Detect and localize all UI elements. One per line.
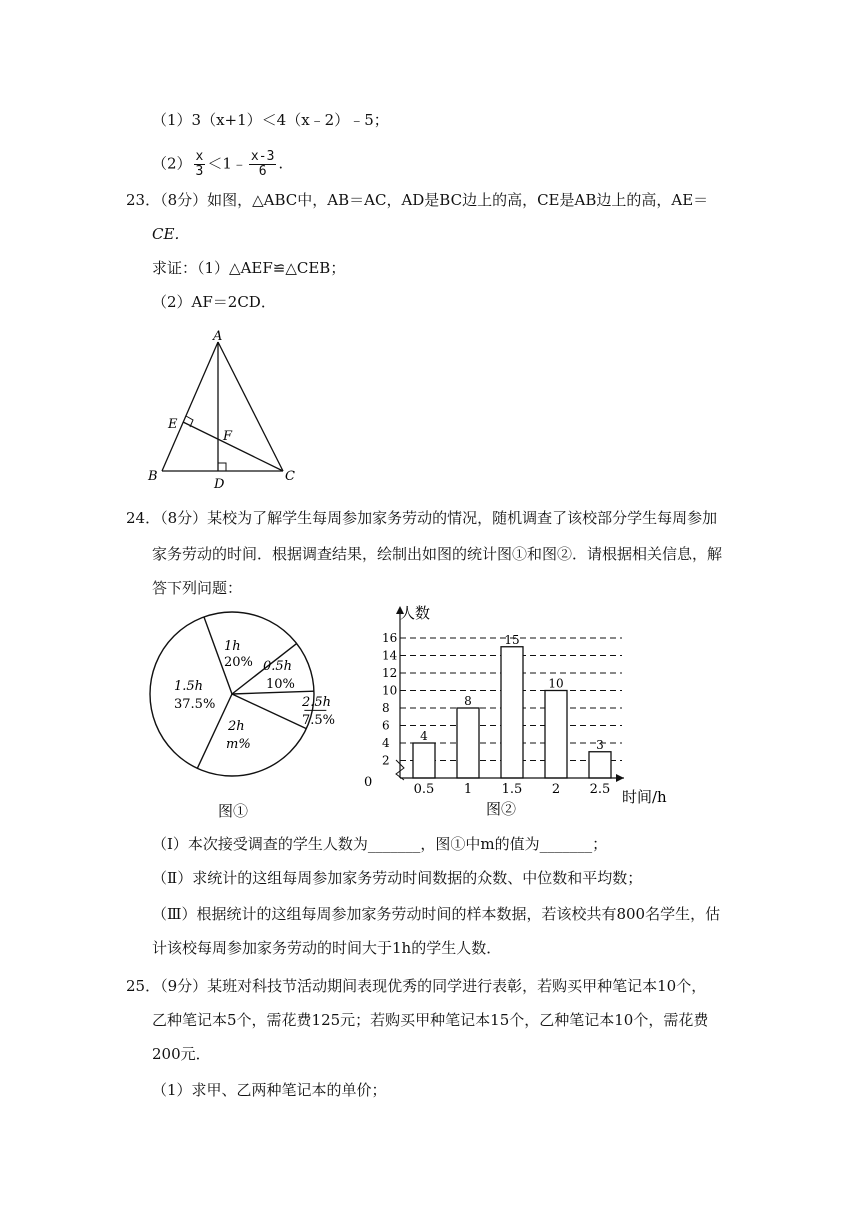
q24-line1: 24．（8分）某校为了解学生每周参加家务劳动的情况，随机调查了该校部分学生每周参加 xyxy=(126,509,718,527)
q24-sub2: （Ⅱ）求统计的这组每周参加家务劳动时间数据的众数、中位数和平均数； xyxy=(152,869,643,887)
y-tick-10: 10 xyxy=(382,683,398,698)
q25-line1: 25．（9分）某班对科技节活动期间表现优秀的同学进行表彰，若购买甲种笔记本10个， xyxy=(126,977,707,995)
y-tick-12: 12 xyxy=(382,666,398,680)
y-tick-14: 14 xyxy=(382,648,398,663)
q22-item2-end: . xyxy=(278,154,284,173)
x-tick-2-5: 2.5 xyxy=(589,782,611,797)
y-tick-6: 6 xyxy=(382,718,390,733)
x-axis-arrow xyxy=(616,774,624,782)
fraction-x-over-3: $\frac{x}{3}$ xyxy=(195,149,204,179)
q22-item2 xyxy=(152,150,283,179)
label-E: E xyxy=(168,417,178,432)
triangle-figure xyxy=(140,328,300,490)
pie-chart xyxy=(140,606,350,822)
bar-marks xyxy=(413,633,611,778)
y-tick-16: 16 xyxy=(382,631,398,645)
q24-sub3: （Ⅲ）根据统计的这组每周参加家务劳动时间的样本数据，若该校共有800名学生，估 xyxy=(152,905,721,923)
bar-ylabel: 人数 xyxy=(400,604,431,622)
q24-line2: 家务劳动的时间．根据调查结果，绘制出如图的统计图①和图②．请根据相关信息，解 xyxy=(152,545,723,563)
q22-item2-prefix: （2） xyxy=(152,154,192,173)
q25-line4: （1）求甲、乙两种笔记本的单价； xyxy=(152,1081,387,1099)
pie-pct-2-5h: 7.5% xyxy=(302,713,336,728)
q24-sub4: 计该校每周参加家务劳动的时间大于1h的学生人数． xyxy=(152,939,502,957)
bar-value-2: 10 xyxy=(548,676,564,691)
pie-pct-1-5h: 37.5% xyxy=(174,697,216,712)
pie-pct-1h: 20% xyxy=(224,655,253,670)
q22-item2-mid: ＜1﹣ xyxy=(207,154,247,173)
bar-1 xyxy=(457,708,479,778)
q24-line3: 答下列问题： xyxy=(152,579,243,597)
bar-1-5 xyxy=(501,647,523,778)
y-tick-4: 4 xyxy=(382,736,390,750)
bar-chart xyxy=(360,602,680,824)
q23-line3: 求证：（1）△AEF≌△CEB； xyxy=(152,259,346,277)
label-F: F xyxy=(223,429,233,444)
q24-sub1: （Ⅰ）本次接受调查的学生人数为_______，图①中m的值为_______； xyxy=(152,835,608,853)
bar-0-5 xyxy=(413,743,435,778)
pie-caption: 图① xyxy=(218,802,249,820)
bar-value-1-5: 15 xyxy=(504,632,520,647)
x-tick-0-5: 0.5 xyxy=(413,782,435,797)
pie-pct-2h: m% xyxy=(226,737,251,752)
pie-label-1h: 1h xyxy=(224,639,241,654)
q23-line4: （2）AF＝2CD． xyxy=(152,293,276,311)
x-tick-1: 1 xyxy=(463,782,473,797)
label-D: D xyxy=(214,477,225,490)
q25-line2: 乙种笔记本5个，需花费125元；若购买甲种笔记本15个，乙种笔记本10个，需花费 xyxy=(152,1011,709,1029)
x-tick-2: 2 xyxy=(551,782,561,797)
pie-labels xyxy=(174,639,335,752)
q23-line1: 23．（8分）如图，△ABC中，AB＝AC，AD是BC边上的高，CE是AB边上的高，AE＝ xyxy=(126,191,709,209)
q25-line3: 200元． xyxy=(152,1045,211,1063)
pie-label-2-5h: 2.5h xyxy=(302,695,332,710)
label-C: C xyxy=(285,469,295,484)
pie-label-1-5h: 1.5h xyxy=(174,679,204,694)
bar-value-1: 8 xyxy=(464,694,472,708)
q23-line2: CE． xyxy=(152,225,190,243)
fraction-x-3-over-6: $\frac{x-3}{6}$ xyxy=(250,149,275,179)
bar-2 xyxy=(545,691,567,779)
y-tick-2: 2 xyxy=(382,753,390,768)
y-tick-8: 8 xyxy=(382,701,390,715)
label-A: A xyxy=(213,329,223,344)
bar-xlabel: 时间/h xyxy=(622,788,667,806)
pie-label-2h: 2h xyxy=(228,719,245,734)
bar-value-2-5: 3 xyxy=(596,737,604,752)
bar-origin: 0 xyxy=(364,775,373,790)
bar-caption: 图② xyxy=(486,800,517,818)
bar-2-5 xyxy=(589,752,611,778)
pie-label-0-5h: 0.5h xyxy=(263,659,293,674)
label-B: B xyxy=(148,469,158,484)
bar-value-0-5: 4 xyxy=(420,729,428,743)
q22-item1: （1）3（x+1）＜4（x﹣2）﹣5； xyxy=(152,111,389,129)
x-tick-1-5: 1.5 xyxy=(501,782,523,797)
pie-pct-0-5h: 10% xyxy=(266,677,295,692)
